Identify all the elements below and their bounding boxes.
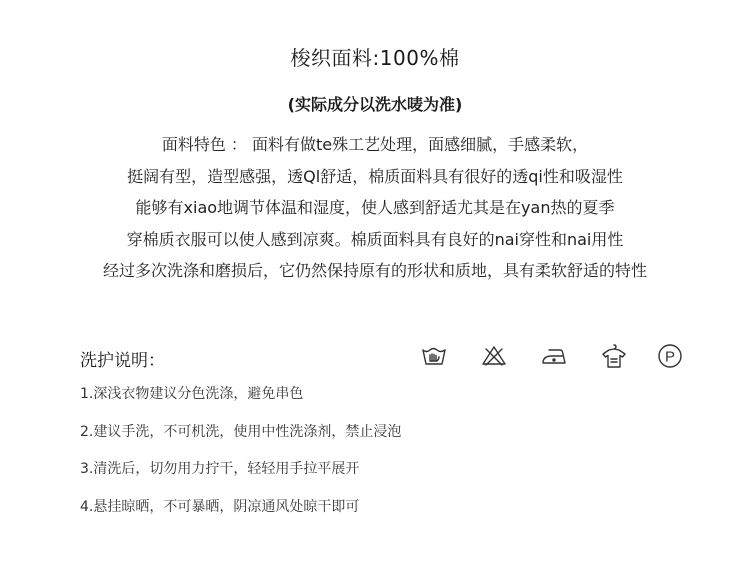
feature-line: 面料特色 ： 面料有做te殊工艺处理，面感细腻，手感柔软， <box>161 135 589 154</box>
feature-line: 经过多次洗涤和磨损后，它仍然保持原有的形状和质地，具有柔软舒适的特性 <box>102 261 647 280</box>
iron-icon <box>538 340 570 372</box>
feature-line: 挺阔有型，造型感强，透Ql舒适，棉质面料具有很好的透qi性和吸湿性 <box>127 166 623 186</box>
hang-dry-icon <box>598 340 630 372</box>
fabric-composition-title: 梭织面料:100%棉 <box>290 46 460 70</box>
composition-note: (实际成分以洗水唛为准) <box>287 95 463 114</box>
list-item: 1.深浅衣物建议分色洗涤，避免串色 <box>80 386 304 402</box>
feature-line: 穿棉质衣服可以使人感到凉爽。棉质面料具有良好的nai穿性和nai用性 <box>126 229 624 249</box>
care-instructions-list <box>80 384 401 534</box>
care-symbols-row <box>0 340 750 372</box>
professional-clean-p-icon <box>654 340 686 372</box>
do-not-bleach-icon <box>478 340 510 372</box>
hand-wash-icon <box>418 340 450 372</box>
list-item: 4.悬挂晾晒，不可暴晒，阴凉通风处晾干即可 <box>80 498 360 515</box>
p-symbol: P <box>664 348 676 366</box>
list-item: 3.清洗后，切勿用力拧干，轻轻用手拉平展开 <box>80 461 360 477</box>
care-instructions-heading: 洗护说明： <box>80 351 165 371</box>
list-item: 2.建议手洗，不可机洗，使用中性洗涤剂，禁止浸泡 <box>80 423 402 440</box>
fabric-features-block <box>0 134 750 292</box>
feature-line: 能够有xiao地调节体温和湿度，使人感到舒适尤其是在yan热的夏季 <box>135 198 615 217</box>
